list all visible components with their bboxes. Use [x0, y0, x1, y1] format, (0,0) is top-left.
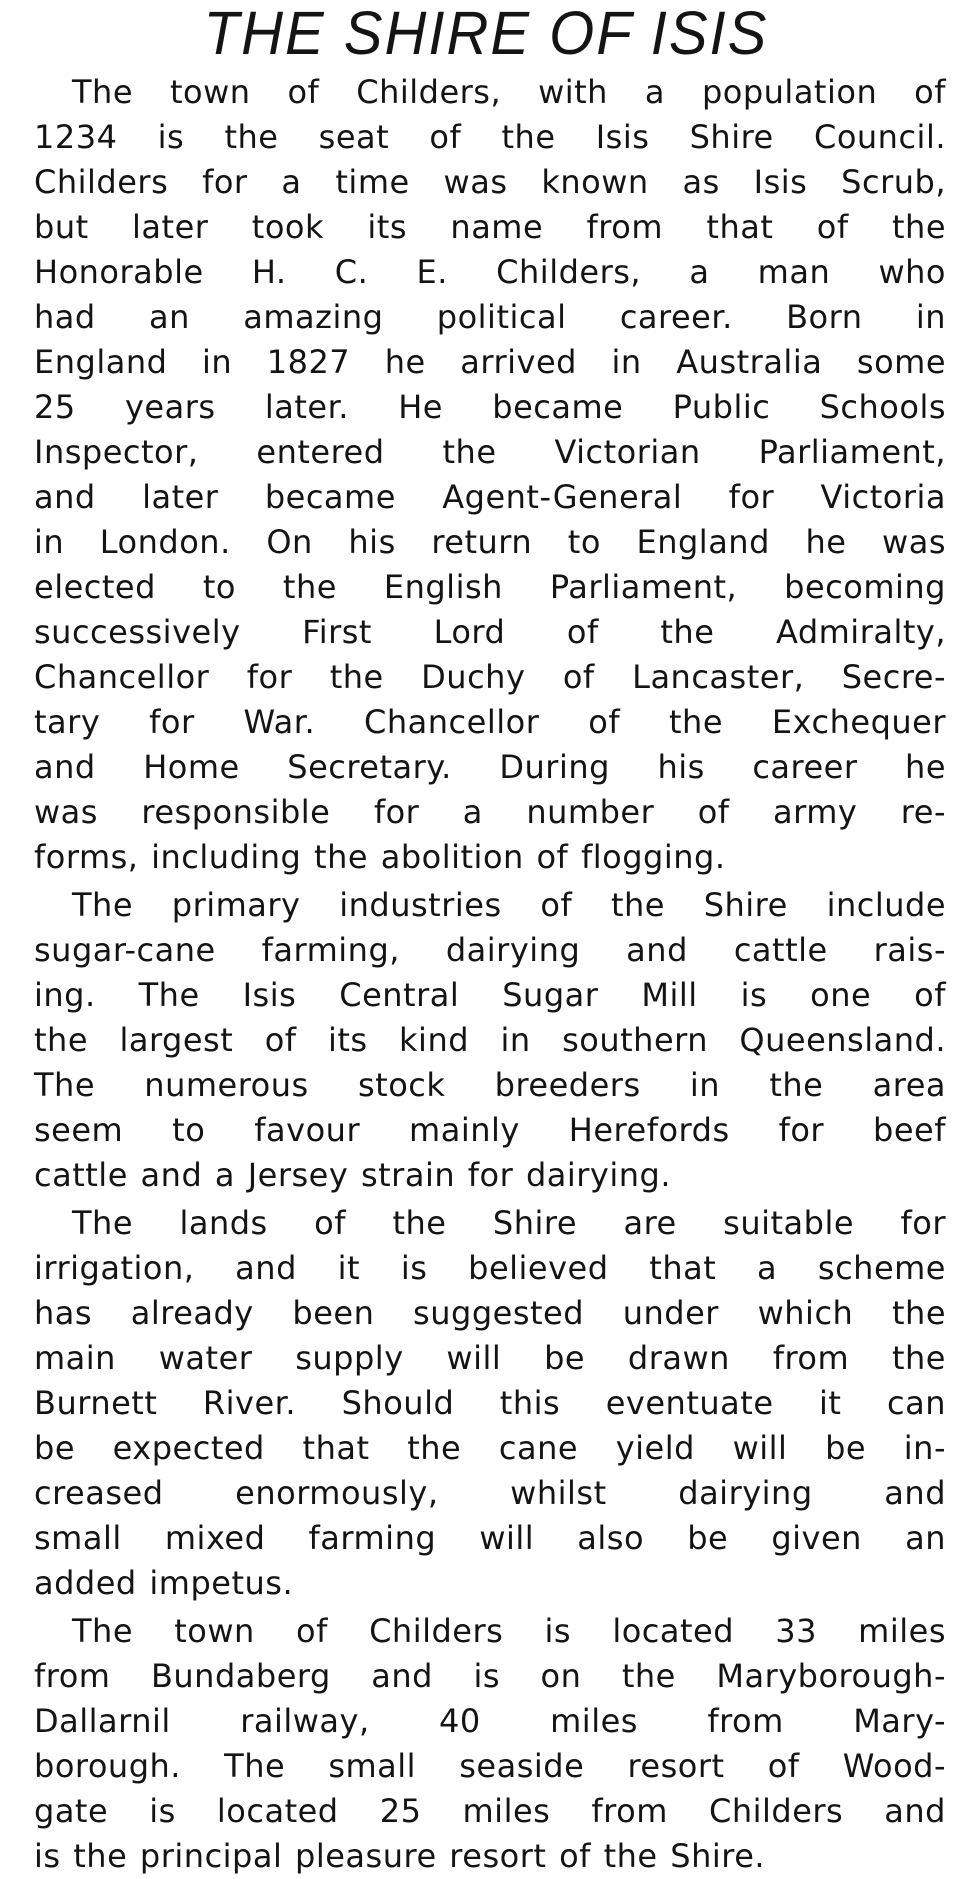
paragraph-line: seem to favour mainly Herefords for beef	[34, 1111, 946, 1149]
paragraph-line: forms, including the abolition of flogging.	[34, 838, 726, 876]
paragraph-line: ing. The Isis Central Sugar Mill is one of	[34, 976, 946, 1014]
paragraph-line: The town of Childers, with a population of	[72, 73, 946, 111]
paragraph-line: added impetus.	[34, 1564, 294, 1602]
paragraph-line: the largest of its kind in southern Queensland.	[34, 1021, 946, 1059]
paragraph-line: borough. The small seaside resort of Wood-	[34, 1747, 946, 1785]
paragraph-line: 1234 is the seat of the Isis Shire Council.	[34, 118, 946, 156]
paragraph-line: The primary industries of the Shire include	[72, 886, 946, 924]
paragraph-line: tary for War. Chancellor of the Exchequer	[34, 703, 946, 741]
paragraph-line: Chancellor for the Duchy of Lancaster, Secre-	[34, 658, 946, 696]
paragraph-line: The town of Childers is located 33 miles	[72, 1612, 946, 1650]
paragraph-line: in London. On his return to England he was	[34, 523, 946, 561]
paragraph-line: was responsible for a number of army re-	[34, 793, 946, 831]
paragraph-line: but later took its name from that of the	[34, 208, 946, 246]
paragraph-line: and Home Secretary. During his career he	[34, 748, 946, 786]
article-paragraph	[34, 1609, 946, 1879]
paragraph-line: small mixed farming will also be given an	[34, 1519, 946, 1557]
paragraph-line: main water supply will be drawn from the	[34, 1339, 946, 1377]
paragraph-line: The lands of the Shire are suitable for	[72, 1204, 946, 1242]
paragraph-line: had an amazing political career. Born in	[34, 298, 946, 336]
article-body	[34, 70, 946, 1879]
paragraph-line: creased enormously, whilst dairying and	[34, 1474, 946, 1512]
article-headline: THE SHIRE OF ISIS	[203, 0, 769, 68]
paragraph-line: sugar-cane farming, dairying and cattle rais-	[34, 931, 946, 969]
paragraph-line: England in 1827 he arrived in Australia some	[34, 343, 946, 381]
paragraph-line: 25 years later. He became Public Schools	[34, 388, 946, 426]
article-paragraph	[34, 70, 946, 880]
paragraph-line: from Bundaberg and is on the Maryborough-	[34, 1657, 946, 1695]
paragraph-line: and later became Agent-General for Victoria	[34, 478, 946, 516]
article-paragraph	[34, 883, 946, 1198]
paragraph-line: successively First Lord of the Admiralty,	[34, 613, 946, 651]
paragraph-line: Honorable H. C. E. Childers, a man who	[34, 253, 946, 291]
paragraph-line: elected to the English Parliament, becoming	[34, 568, 946, 606]
article-paragraph	[34, 1201, 946, 1606]
paragraph-line: The numerous stock breeders in the area	[34, 1066, 946, 1104]
paragraph-line: cattle and a Jersey strain for dairying.	[34, 1156, 672, 1194]
paragraph-line: gate is located 25 miles from Childers and	[34, 1792, 946, 1830]
paragraph-line: irrigation, and it is believed that a scheme	[34, 1249, 946, 1287]
paragraph-line: Childers for a time was known as Isis Scrub,	[34, 163, 946, 201]
paragraph-line: Burnett River. Should this eventuate it can	[34, 1384, 946, 1422]
paragraph-line: Dallarnil railway, 40 miles from Mary-	[34, 1702, 946, 1740]
paragraph-line: is the principal pleasure resort of the Shire.	[34, 1837, 766, 1875]
paragraph-line: be expected that the cane yield will be in-	[34, 1429, 946, 1467]
paragraph-line: Inspector, entered the Victorian Parliament,	[34, 433, 946, 471]
paragraph-line: has already been suggested under which the	[34, 1294, 946, 1332]
